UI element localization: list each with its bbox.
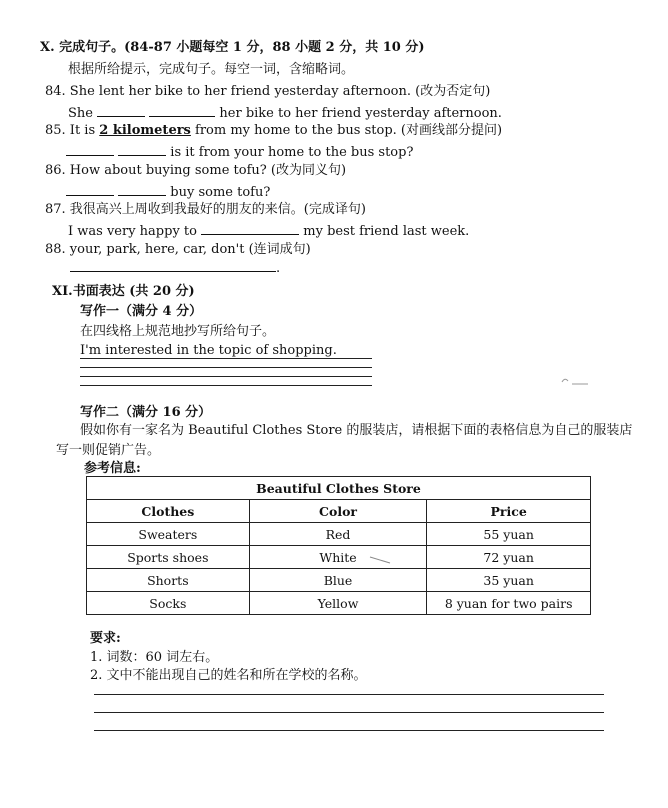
- cell-clothes: Sweaters: [87, 523, 250, 546]
- q85-answer-line: [66, 143, 413, 161]
- cell-price: 8 yuan for two pairs: [427, 592, 591, 615]
- q85-num: 85. It is: [45, 123, 96, 138]
- q85-underlined: 2 kilometers: [99, 123, 191, 138]
- header-color: Color: [249, 500, 427, 523]
- q88-prompt: 88. your, park, here, car, don't (连词成句): [45, 242, 311, 257]
- table-title: Beautiful Clothes Store: [87, 477, 591, 500]
- q86-blank-2[interactable]: [118, 183, 166, 196]
- requirements-label: 要求:: [90, 631, 121, 646]
- q87-answer-line: [68, 222, 469, 240]
- header-price: Price: [427, 500, 591, 523]
- q84-post: her bike to her friend yesterday afternoon.: [219, 106, 502, 121]
- q88-answer-line: [70, 259, 280, 277]
- cell-price: 55 yuan: [427, 523, 591, 546]
- table-row: [87, 546, 591, 569]
- q85-prompt: [45, 123, 502, 139]
- cell-clothes: Shorts: [87, 569, 250, 592]
- table-header-row: [87, 500, 591, 523]
- q88-blank[interactable]: [70, 259, 276, 272]
- section-10-heading: X. 完成句子。(84-87 小题每空 1 分，88 小题 2 分，共 10 分): [40, 40, 425, 55]
- grid-line-2: [80, 367, 372, 368]
- section-11-heading: XI.书面表达 (共 20 分): [52, 284, 195, 299]
- cell-clothes: Sports shoes: [87, 546, 250, 569]
- grid-line-4: [80, 385, 372, 386]
- q87-prompt: 87. 我很高兴上周收到我最好的朋友的来信。(完成译句): [45, 202, 366, 217]
- q87-blank-1[interactable]: [201, 222, 299, 235]
- writing-line-2: [94, 712, 604, 713]
- grid-line-1: [80, 358, 372, 359]
- cell-price: 35 yuan: [427, 569, 591, 592]
- q84-blank-1[interactable]: [97, 104, 145, 117]
- q86-post: buy some tofu?: [170, 185, 271, 200]
- writing1-sentence: I'm interested in the topic of shopping.: [80, 343, 337, 358]
- q84-blank-2[interactable]: [149, 104, 215, 117]
- cell-clothes: Socks: [87, 592, 250, 615]
- pen-mark-2: [368, 554, 392, 566]
- grid-line-3: [80, 376, 372, 377]
- cell-price: 72 yuan: [427, 546, 591, 569]
- cell-color: Red: [249, 523, 427, 546]
- q87-post: my best friend last week.: [303, 224, 470, 239]
- writing2-title: 写作二（满分 16 分）: [80, 405, 212, 420]
- requirement-2: 2. 文中不能出现自己的姓名和所在学校的名称。: [90, 668, 367, 683]
- q85-blank-1[interactable]: [66, 143, 114, 156]
- q85-post: is it from your home to the bus stop?: [170, 145, 414, 160]
- store-info-table: [86, 476, 591, 615]
- q86-prompt: 86. How about buying some tofu? (改为同义句): [45, 163, 347, 178]
- writing-line-1: [94, 694, 604, 695]
- writing1-title: 写作一（满分 4 分）: [80, 304, 203, 319]
- writing2-prompt-line2: 写一则促销广告。: [56, 443, 161, 458]
- writing-line-3: [94, 730, 604, 731]
- q88-end: .: [276, 261, 281, 276]
- writing2-prompt-line1: 假如你有一家名为 Beautiful Clothes Store 的服装店，请根据下面的表格信息为自己的服装店: [80, 423, 633, 438]
- q85-blank-2[interactable]: [118, 143, 166, 156]
- requirement-1: 1. 词数：60 词左右。: [90, 650, 219, 665]
- q84-prompt: 84. She lent her bike to her friend yesterday afternoon. (改为否定句): [45, 84, 491, 99]
- table-row: [87, 592, 591, 615]
- cell-color: Yellow: [249, 592, 427, 615]
- section-10-instruction: 根据所给提示，完成句子。每空一词，含缩略词。: [68, 62, 355, 77]
- reference-info-label: 参考信息:: [84, 461, 141, 476]
- q85-rest: from my home to the bus stop. (对画线部分提问): [195, 123, 503, 138]
- pen-mark-1: [560, 374, 590, 388]
- q84-answer-line: [68, 104, 502, 122]
- table-row: [87, 569, 591, 592]
- q87-pre: I was very happy to: [68, 224, 197, 239]
- q86-answer-line: [66, 183, 270, 201]
- writing1-instruction: 在四线格上规范地抄写所给句子。: [80, 324, 276, 339]
- q86-blank-1[interactable]: [66, 183, 114, 196]
- cell-color: White: [249, 546, 427, 569]
- q84-pre: She: [68, 106, 93, 121]
- table-row: [87, 523, 591, 546]
- cell-color: Blue: [249, 569, 427, 592]
- header-clothes: Clothes: [87, 500, 250, 523]
